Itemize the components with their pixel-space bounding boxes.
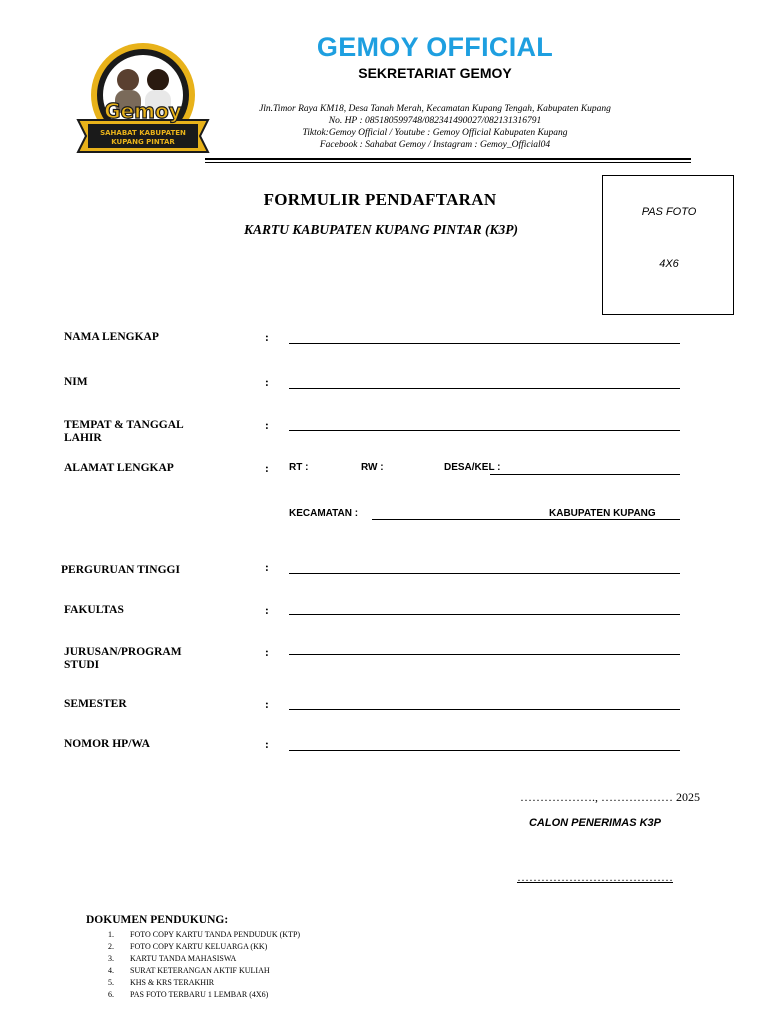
svg-text:Gemoy: Gemoy (104, 99, 182, 123)
gemoy-logo (68, 40, 218, 160)
field-colon: : (265, 332, 269, 344)
field-line-nama[interactable] (289, 343, 680, 344)
field-label-ttl: TEMPAT & TANGGAL LAHIR (64, 419, 184, 444)
field-line-kecamatan[interactable] (372, 519, 680, 520)
list-item: 1. FOTO COPY KARTU TANDA PENDUDUK (KTP) (108, 930, 301, 939)
photo-box (602, 175, 734, 315)
field-label-jurusan: JURUSAN/PROGRAM STUDI (64, 646, 182, 671)
header-divider (205, 158, 691, 160)
list-item: 2. FOTO COPY KARTU KELUARGA (KK) (108, 942, 268, 951)
form-subtitle: KARTU KABUPATEN KUPANG PINTAR (K3P) (243, 222, 519, 237)
field-line-nim[interactable] (289, 388, 680, 389)
organization-subtitle: SEKRETARIAT GEMOY (358, 65, 512, 81)
list-item: 5. KHS & KRS TERAKHIR (108, 978, 215, 987)
field-line-pt[interactable] (289, 573, 680, 574)
kabupaten-label: KABUPATEN KUPANG (549, 508, 656, 519)
svg-text:SAHABAT KABUPATEN: SAHABAT KABUPATEN (100, 129, 186, 137)
field-colon: : (265, 463, 269, 475)
rw-label: RW : (361, 462, 384, 473)
list-item: 3. KARTU TANDA MAHASISWA (108, 954, 237, 963)
documents-list (108, 929, 300, 1001)
field-label-hp: NOMOR HP/WA (64, 738, 150, 750)
field-colon: : (265, 377, 269, 389)
list-item: 6. PAS FOTO TERBARU 1 LEMBAR (4X6) (108, 990, 269, 999)
field-label-semester: SEMESTER (64, 698, 127, 710)
field-label-fakultas: FAKULTAS (64, 604, 124, 616)
field-line-ttl[interactable] (289, 430, 680, 431)
field-colon: : (265, 605, 269, 617)
field-colon: : (265, 420, 269, 432)
photo-size-label: 4X6 (659, 258, 679, 270)
header-divider-thin (205, 162, 691, 163)
field-label-nim: NIM (64, 376, 88, 388)
field-line-fakultas[interactable] (289, 614, 680, 615)
signature-name-line: ………………………………… (517, 870, 673, 884)
signature-role: CALON PENERIMAS K3P (528, 817, 662, 829)
desa-label: DESA/KEL : (444, 462, 501, 473)
list-item: 4. SURAT KETERANGAN AKTIF KULIAH (108, 966, 270, 975)
field-line-semester[interactable] (289, 709, 680, 710)
field-colon: : (265, 647, 269, 659)
svg-text:KUPANG PINTAR: KUPANG PINTAR (111, 138, 175, 146)
rt-label: RT : (289, 462, 309, 473)
organization-title: GEMOY OFFICIAL (316, 32, 554, 62)
address-line: Jln.Timor Raya KM18, Desa Tanah Merah, Kecamatan Kupang Tengah, Kabupaten Kupang (259, 104, 611, 114)
form-title: FORMULIR PENDAFTARAN (263, 190, 497, 209)
field-label-pt: PERGURUAN TINGGI (61, 564, 180, 576)
field-colon: : (265, 739, 269, 751)
field-line-desa[interactable] (490, 474, 680, 475)
field-colon: : (265, 562, 269, 574)
field-label-nama: NAMA LENGKAP (64, 331, 159, 343)
social-line-1: Tiktok:Gemoy Official / Youtube : Gemoy Official Kabupaten Kupang (302, 128, 568, 138)
field-line-jurusan[interactable] (289, 654, 680, 655)
signature-date: ………………., ……………… 2025 (520, 790, 700, 804)
field-line-hp[interactable] (289, 750, 680, 751)
phone-line: No. HP : 085180599748/082341490027/082131316791 (328, 116, 542, 126)
documents-title: DOKUMEN PENDUKUNG: (86, 914, 229, 926)
kecamatan-label: KECAMATAN : (289, 508, 359, 519)
field-label-alamat: ALAMAT LENGKAP (64, 462, 174, 474)
photo-label: PAS FOTO (641, 206, 697, 218)
field-colon: : (265, 699, 269, 711)
social-line-2: Facebook : Sahabat Gemoy / Instagram : Gemoy_Official04 (319, 140, 551, 150)
